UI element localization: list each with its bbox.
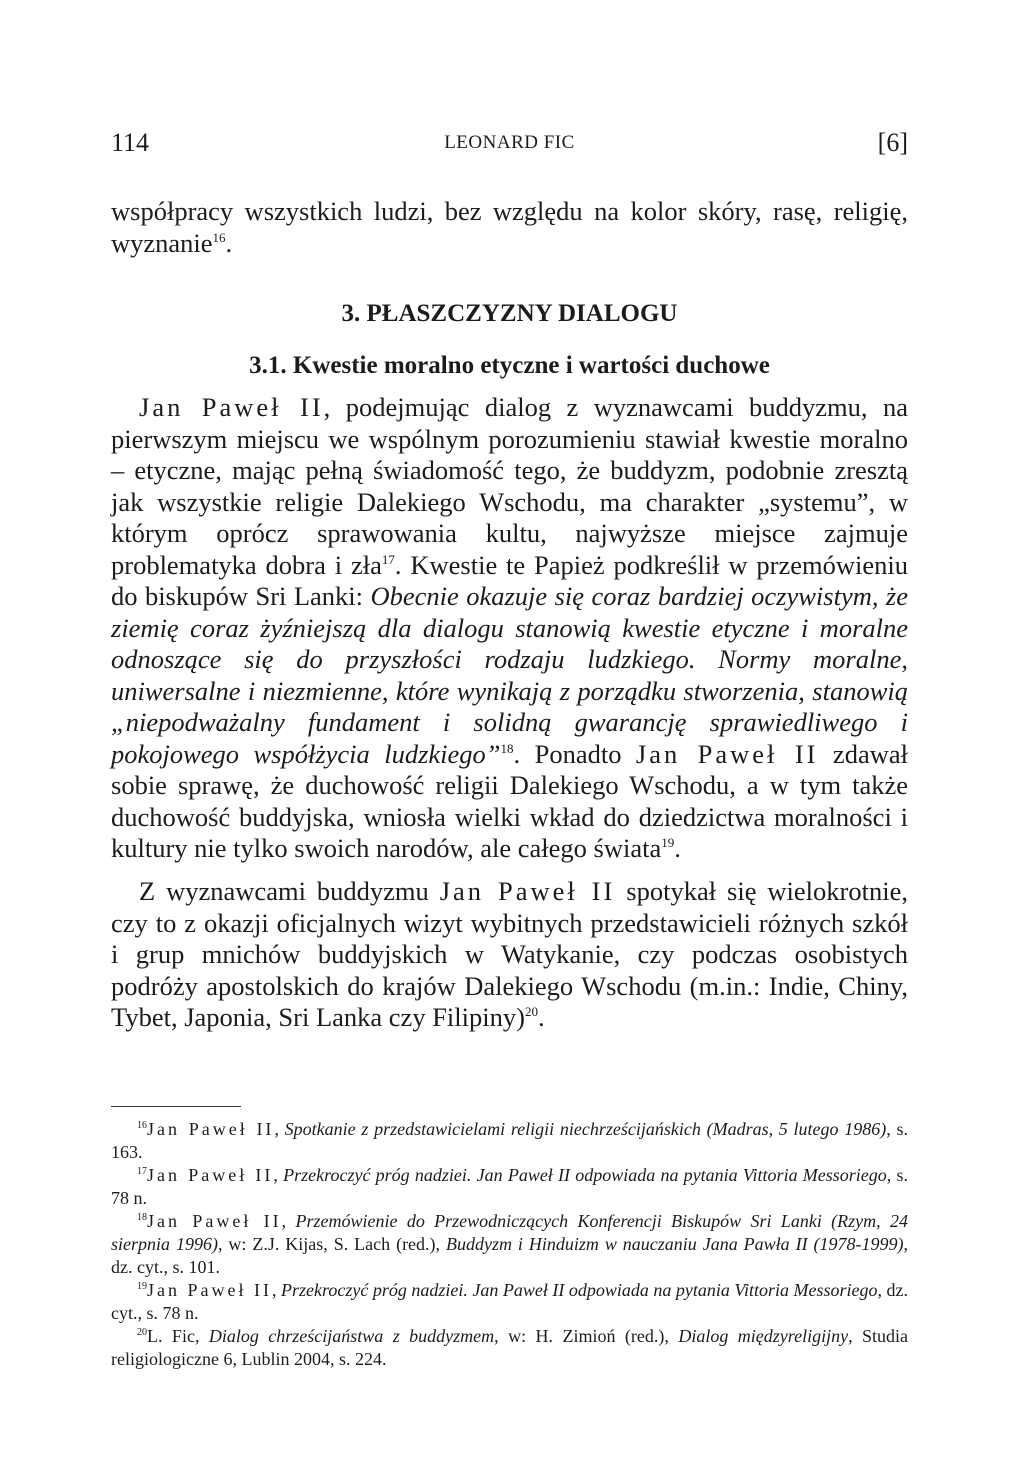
footnote-text: , [281,1211,296,1231]
footnote [111,1279,908,1325]
paragraph-2 [111,392,908,865]
subsection-title: 3.1. Kwestie moralno etyczne i wartości duchowe [249,352,770,379]
footnote-text: , [272,1280,282,1300]
paragraph-text: . [537,1002,545,1032]
paragraph-text: współpracy wszystkich ludzi, bez względu na kolor skóry, rasę, religię, wyznanie [111,196,908,258]
footnote-text: , dz. cyt., s. 78 n. [111,1280,908,1323]
footnote-ref: 20 [524,1004,538,1020]
paragraph-text: . Kwestie te Papież podkreślił w przemówieniu do biskupów Sri Lanki: [111,549,908,611]
paragraph-3 [111,876,908,1034]
footnote-text: , [194,1326,209,1346]
footnote-text: , w: Z.J. Kijas, S. Lach (red.), [217,1234,446,1254]
paragraph-1 [111,196,908,259]
footnote-title: Przekroczyć próg nadziei. Jan Paweł II odpowiada na pytania Vittoria Messoriego [281,1280,878,1300]
footnote-author: Jan Paweł II [147,1165,274,1185]
paragraph-text: , podejmując dialog z wyznawcami buddyzmu, na pierwszym miejscu we wspólnym porozumieniu stawiał kwestie moralno – etyczne, mając pełną świadomość tego, że buddyzm, podobnie zresztą jak wszystkie religie Dalekiego Wschodu, ma charakter „systemu”, w którym oprócz sprawowania kultu, najwyższe miejsce zajmuje problematyka dobra i zła [111,392,908,580]
section-marker: [6] [877,128,908,157]
footnote-text: , [273,1165,284,1185]
footnote-number: 16 [137,1120,147,1131]
footnote-title: Przekroczyć próg nadziei. Jan Paweł II odpowiada na pytania Vittoria Messoriego [283,1165,887,1185]
footnote [111,1210,908,1279]
footnote [111,1118,908,1164]
footnote-author: Jan Paweł II [147,1211,282,1231]
footnotes [111,1118,908,1371]
paragraph-text: spotykał się wielokrotnie, czy to z okazji oficjalnych wizyt wybitnych przedstawicieli różnych szkół i grup mnichów buddyjskich w Watykanie, czy podczas osobistych podróży apostolskich do krajów Dalekiego Wschodu (m.in.: Indie, Chiny, Tybet, Japonia, Sri Lanka czy Filipiny) [111,876,908,1032]
footnote-number: 19 [137,1281,147,1292]
paragraph-text: zdawał sobie sprawę, że duchowość religii Dalekiego Wschodu, a w tym także duchowość buddyjska, wniosła wielki wkład do dziedzictwa moralności i kultury nie tylko swoich narodów, ale całego świata [111,738,908,863]
footnote-ref: 17 [381,551,395,567]
footnote [111,1325,908,1371]
running-head [111,128,908,168]
footnote-title: Dialog chrześcijaństwa z buddyzmem [208,1326,495,1346]
footnote-text: , dz. cyt., s. 101. [111,1234,908,1277]
person-name: Jan Paweł II [439,876,616,906]
footnote-author: L. Fic [147,1326,195,1346]
footnote-text: , Studia religiologiczne 6, Lublin 2004, s. 224. [111,1326,909,1369]
footnote-author: Jan Paweł II [147,1119,275,1139]
person-name: Jan Paweł II [635,738,819,769]
footnote-title: Spotkanie z przedstawicielami religii niechrześcijańskich (Madras, 5 lutego 1986) [284,1119,887,1139]
footnote-text: , w: H. Zimioń (red.), [494,1326,679,1346]
paragraph-text: . [225,227,233,258]
footnote-text: , s. 78 n. [111,1165,909,1208]
paragraph-text: . Ponadto [513,738,636,769]
footnote-title: Dialog międzyreligijny [678,1326,849,1346]
footnote-title: Przemówienie do Przewodniczących Konferencji Biskupów Sri Lanki (Rzym, 24 sierpnia 1996) [111,1211,908,1254]
footnote-number: 18 [137,1212,147,1223]
footnote-divider [111,1106,241,1107]
paragraph-text: . [674,833,681,863]
section-title: 3. PŁASZCZYZNY DIALOGU [341,300,678,327]
footnote-title: Buddyzm i Hinduizm w nauczaniu Jana Pawła II (1978-1999) [446,1234,904,1254]
footnote-ref: 19 [661,835,675,851]
footnote-ref: 18 [500,740,514,756]
running-head-author: LEONARD FIC [444,132,575,153]
person-name: Jan Paweł II [139,392,324,422]
footnote-author: Jan Paweł II [147,1280,272,1300]
footnote-number: 20 [137,1327,147,1338]
footnote-ref: 16 [212,229,226,245]
page-number: 114 [111,128,150,157]
footnote-text: , s. 163. [111,1119,908,1162]
quotation: Obecnie okazuje się coraz bardziej oczywistym, że ziemię coraz żyźniejszą dla dialogu stanowią kwestie etyczne i moralne odnoszące się do przyszłości rodzaju ludzkiego. Normy moralne, uniwersalne i niezmienne, które wynikają z porządku stworzenia, stanowią „niepodważalny fundament i solidną gwarancję sprawiedliwego i pokojowego współżycia ludzkiego” [111,581,908,769]
footnote [111,1164,908,1210]
paragraph-text: Z wyznawcami buddyzmu [139,876,440,906]
footnote-number: 17 [137,1166,147,1177]
footnote-text: , [274,1119,285,1139]
